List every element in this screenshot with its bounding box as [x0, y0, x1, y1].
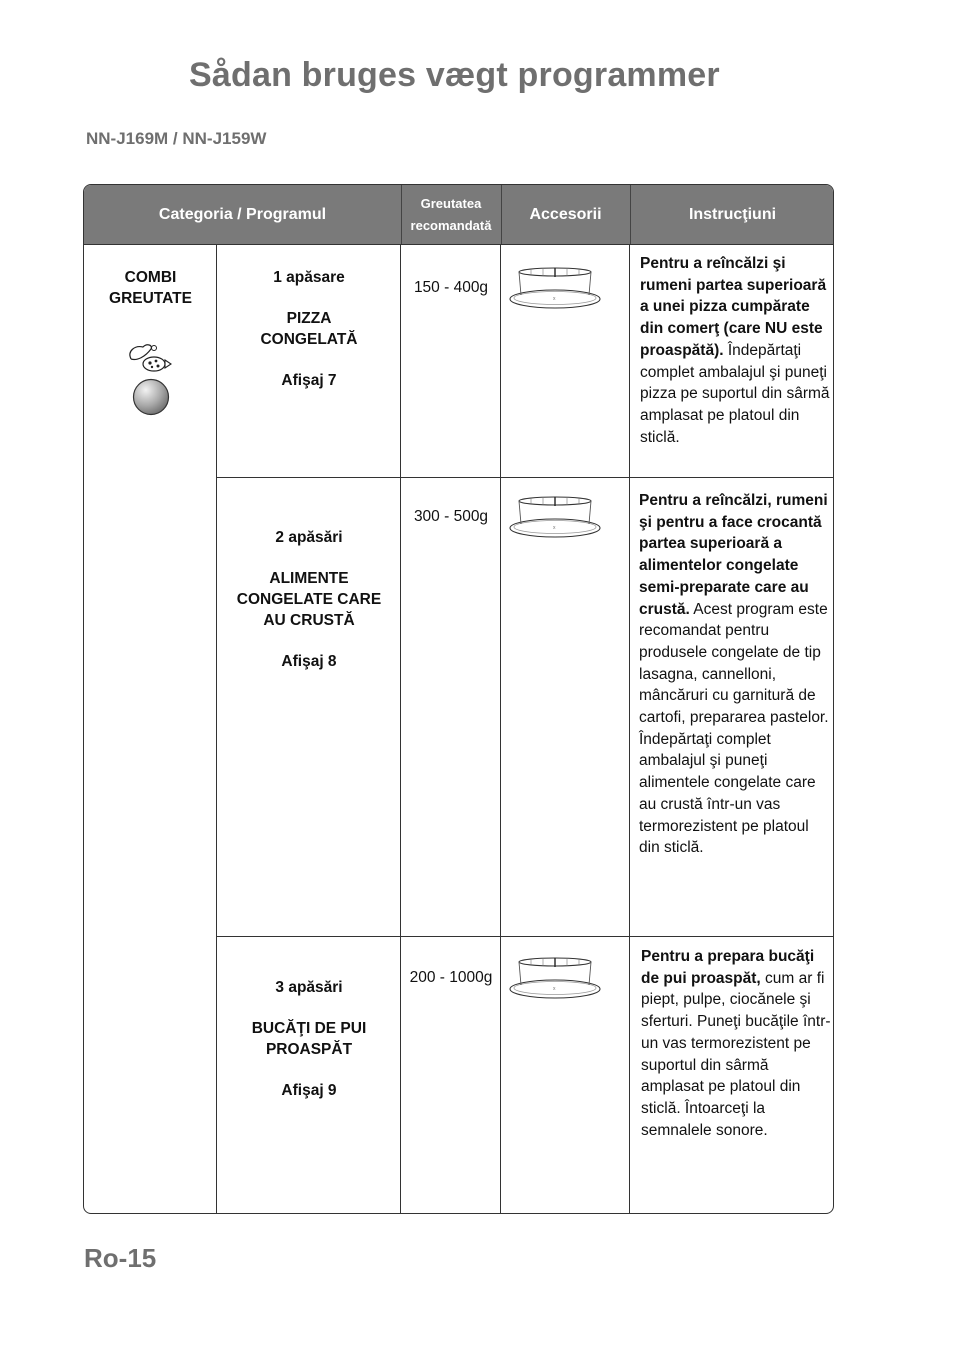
wire-rack-on-glass-tray-icon	[507, 492, 603, 542]
program-display: Afişaj 9	[281, 1082, 337, 1099]
program-display: Afişaj 8	[281, 653, 337, 670]
program-presses: 2 apăsări	[275, 529, 343, 546]
header-divider	[630, 185, 631, 244]
row-divider	[216, 936, 834, 937]
column-divider	[629, 244, 630, 1214]
instructions-bold: Pentru a prepara bucăţi de pui proaspăt,	[641, 948, 815, 987]
header-divider	[501, 185, 502, 244]
category-line2: GREUTATE	[109, 290, 192, 307]
program-presses: 3 apăsări	[275, 979, 343, 996]
combi-weight-food-icon	[121, 337, 181, 377]
program-cell	[217, 267, 401, 411]
weight-cell: 200 - 1000g	[409, 969, 493, 986]
round-dial-button-icon	[131, 377, 171, 417]
wire-rack-on-glass-tray-icon	[507, 263, 603, 313]
row-divider	[216, 477, 834, 478]
program-presses: 1 apăsare	[273, 269, 345, 286]
instructions-text: Acest program este recomandat pentru produsele congelate de tip lasagna, cannelloni, mâncăruri cu garnitură de cartofi, prepararea pastelor. Îndepărtaţi complet ambalajul şi puneţi alimentele congelate care au crustă într-un vas termorezistent pe platoul din sticlă.	[639, 600, 829, 857]
svg-text:x: x	[553, 986, 556, 992]
header-weight-line2: recomandată	[410, 217, 492, 233]
svg-text:x: x	[553, 296, 556, 302]
weight-programs-table	[83, 184, 834, 1214]
instructions-bold: Pentru a reîncălzi şi rumeni partea superioară a unei pizza cumpărate din comerţ (care NU este proaspătă).	[640, 255, 827, 359]
instructions-cell	[641, 946, 831, 1141]
header-weight	[401, 185, 501, 244]
instructions-cell	[639, 490, 829, 859]
instructions-text: Îndepărtaţi complet ambalajul şi puneţi pizza pe suportul din sârmă amplasat pe platoul din sticlă.	[640, 341, 830, 446]
wire-rack-on-glass-tray-icon	[507, 953, 603, 1003]
category-cell	[84, 267, 217, 417]
weight-cell: 300 - 500g	[413, 508, 489, 525]
model-number: NN-J169M / NN-J159W	[86, 129, 267, 148]
header-weight-line1: Greutatea	[420, 195, 482, 211]
header-accessories: Accesorii	[529, 205, 602, 223]
table-header	[84, 185, 833, 245]
column-divider	[500, 244, 501, 1214]
program-cell	[217, 527, 401, 692]
program-name: BUCĂŢI DE PUI PROASPĂT	[251, 1020, 367, 1058]
weight-cell: 150 - 400g	[413, 279, 489, 296]
header-instructions: Instrucţiuni	[688, 205, 777, 223]
instructions-text: cum ar fi piept, pulpe, ciocănele şi sferturi. Puneţi bucăţile într-un vas termorezistent pe suportul din sârmă amplasat pe platoul din sticlă. Întoarceţi la semnalele sonore.	[641, 969, 831, 1139]
program-name: PIZZA CONGELATĂ	[260, 310, 358, 348]
header-category: Categoria / Programul	[158, 205, 327, 223]
page-number: Ro-15	[84, 1243, 157, 1273]
instructions-cell	[640, 253, 830, 448]
program-display: Afişaj 7	[281, 372, 337, 389]
category-line1: COMBI	[124, 269, 177, 286]
svg-text:x: x	[553, 525, 556, 531]
instructions-bold: Pentru a reîncălzi, rumeni şi pentru a face crocantă partea superioară a alimentelor congelate semi-preparate care au crustă.	[639, 492, 828, 618]
page-title: Sådan bruges vægt programmer	[189, 56, 720, 94]
header-divider	[401, 185, 402, 244]
program-name: ALIMENTE CONGELATE CARE AU CRUSTĂ	[236, 570, 382, 629]
program-cell	[217, 977, 401, 1121]
